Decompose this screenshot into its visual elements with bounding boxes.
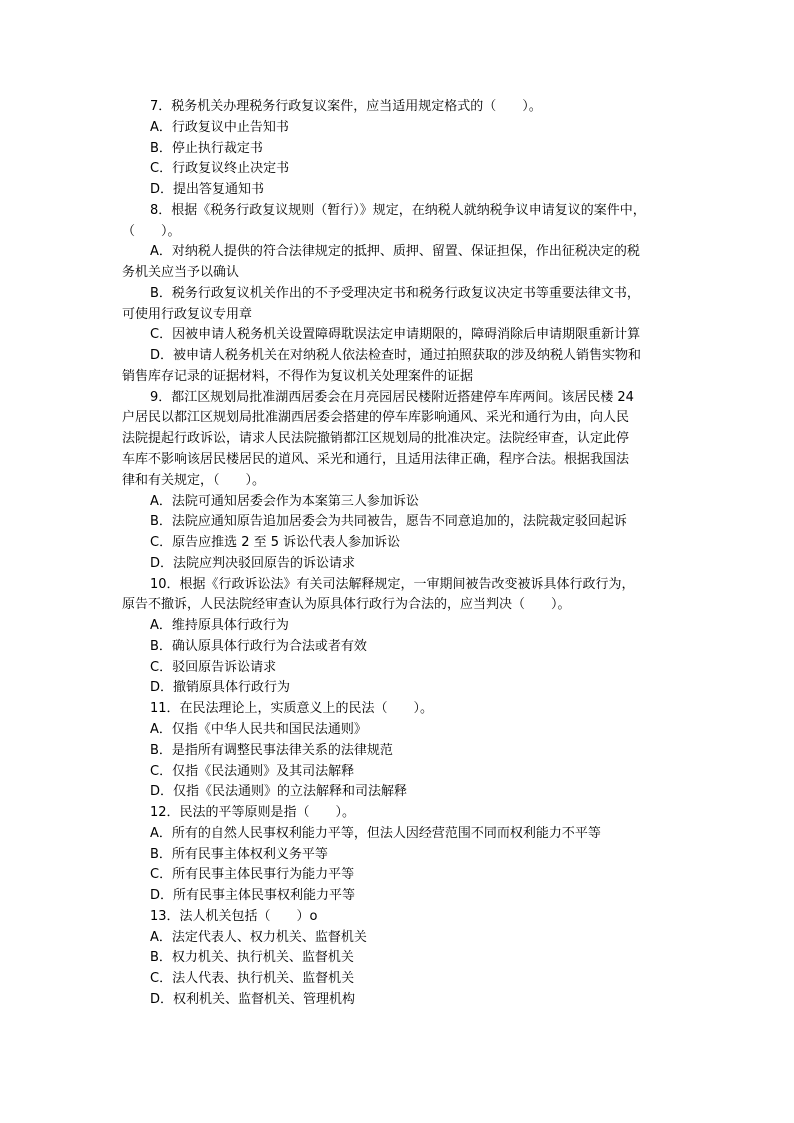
question-7 bbox=[122, 97, 682, 201]
option-b-cont: 可使用行政复议专用章 bbox=[122, 306, 253, 322]
option-c: C．因被申请人税务机关设置障碍耽误法定申请期限的，障碍消除后申请期限重新计算 bbox=[150, 327, 641, 343]
option-b: B．法院应通知原告追加居委会为共同被告，愿告不同意追加的，法院裁定驳回起诉 bbox=[150, 514, 627, 530]
question-9 bbox=[122, 388, 682, 575]
question-13 bbox=[122, 907, 682, 1011]
option-d-cont: 销售库存记录的证据材料，不得作为复议机关处理案件的证据 bbox=[122, 368, 474, 384]
option-a: A．仅指《中华人民共和国民法通则》 bbox=[150, 721, 367, 737]
option-b: B．是指所有调整民事法律关系的法律规范 bbox=[150, 742, 393, 758]
option-c: C．所有民事主体民事行为能力平等 bbox=[150, 867, 355, 883]
option-d: D．仅指《民法通则》的立法解释和司法解释 bbox=[150, 784, 408, 800]
document-page bbox=[122, 97, 682, 1011]
option-d: D．被申请人税务机关在对纳税人依法检查时，通过拍照获取的涉及纳税人销售实物和 bbox=[150, 348, 642, 364]
option-c: C．原告应推选 2 至 5 诉讼代表人参加诉讼 bbox=[150, 535, 401, 551]
option-d: D．所有民事主体民事权利能力平等 bbox=[150, 888, 356, 904]
option-d: D．法院应判决驳回原告的诉讼请求 bbox=[150, 555, 356, 571]
question-stem-cont: 律和有关规定，（ ）。 bbox=[122, 472, 266, 488]
question-stem: 12．民法的平等原则是指（ ）。 bbox=[150, 805, 356, 821]
question-stem-cont: 户居民以都江区规划局批准湖西居委会搭建的停车库影响通风、采光和通行为由，向人民 bbox=[122, 410, 630, 426]
option-b: B．停止执行裁定书 bbox=[150, 140, 263, 156]
option-d: D．撤销原具体行政行为 bbox=[150, 680, 291, 696]
option-d: D．权利机关、监督机关、管理机构 bbox=[150, 991, 356, 1007]
question-8 bbox=[122, 201, 682, 388]
option-c: C．仅指《民法通则》及其司法解释 bbox=[150, 763, 355, 779]
question-stem-cont: 车库不影响该居民楼居民的道风、采光和通行，且适用法律正确，程序合法。根据我国法 bbox=[122, 452, 630, 468]
question-stem: 13．法人机关包括（ ）o bbox=[150, 908, 318, 924]
option-a: A．对纳税人提供的符合法律规定的抵押、质押、留置、保证担保，作出征税决定的税 bbox=[150, 244, 640, 260]
option-a: A．行政复议中止告知书 bbox=[150, 119, 289, 135]
question-stem: 11．在民法理论上，实质意义上的民法（ ）。 bbox=[150, 701, 434, 717]
question-stem: 8．根据《税务行政复议规则（暂行）》规定，在纳税人就纳税争议申请复议的案件中， bbox=[150, 202, 646, 218]
option-c: C．法人代表、执行机关、监督机关 bbox=[150, 971, 355, 987]
option-b: B．所有民事主体权利义务平等 bbox=[150, 846, 328, 862]
question-stem-cont: 原告不撤诉，人民法院经审查认为原具体行政行为合法的，应当判决（ ）。 bbox=[122, 597, 571, 613]
question-10 bbox=[122, 575, 682, 700]
option-a: A．所有的自然人民事权利能力平等，但法人因经营范围不同而权利能力不平等 bbox=[150, 825, 601, 841]
question-stem-cont: 法院提起行政诉讼，请求人民法院撤销都江区规划局的批准决定。法院经审查，认定此停 bbox=[122, 431, 630, 447]
question-11 bbox=[122, 699, 682, 803]
question-stem: 7．税务机关办理税务行政复议案件，应当适用规定格式的（ ）。 bbox=[150, 99, 542, 114]
option-a: A．法定代表人、权力机关、监督机关 bbox=[150, 929, 367, 945]
option-a-cont: 务机关应当予以确认 bbox=[122, 265, 240, 281]
option-d: D．提出答复通知书 bbox=[150, 182, 265, 198]
option-c: C．行政复议终止决定书 bbox=[150, 161, 290, 177]
question-stem-cont: （ ）。 bbox=[122, 223, 181, 239]
question-12 bbox=[122, 803, 682, 907]
option-b: B．税务行政复议机关作出的不予受理决定书和税务行政复议决定书等重要法律文书， bbox=[150, 285, 640, 301]
option-a: A．法院可通知居委会作为本案第三人参加诉讼 bbox=[150, 493, 419, 509]
question-stem: 10．根据《行政诉讼法》有关司法解释规定，一审期间被告改变被诉具体行政行为， bbox=[150, 576, 635, 592]
option-a: A．维持原具体行政行为 bbox=[150, 618, 289, 634]
option-b: B．确认原具体行政行为合法或者有效 bbox=[150, 638, 367, 654]
option-c: C．驳回原告诉讼请求 bbox=[150, 659, 277, 675]
option-b: B．权力机关、执行机关、监督机关 bbox=[150, 950, 354, 966]
question-stem: 9．都江区规划局批准湖西居委会在月亮园居民楼附近搭建停车库两间。该居民楼 24 bbox=[150, 389, 634, 405]
